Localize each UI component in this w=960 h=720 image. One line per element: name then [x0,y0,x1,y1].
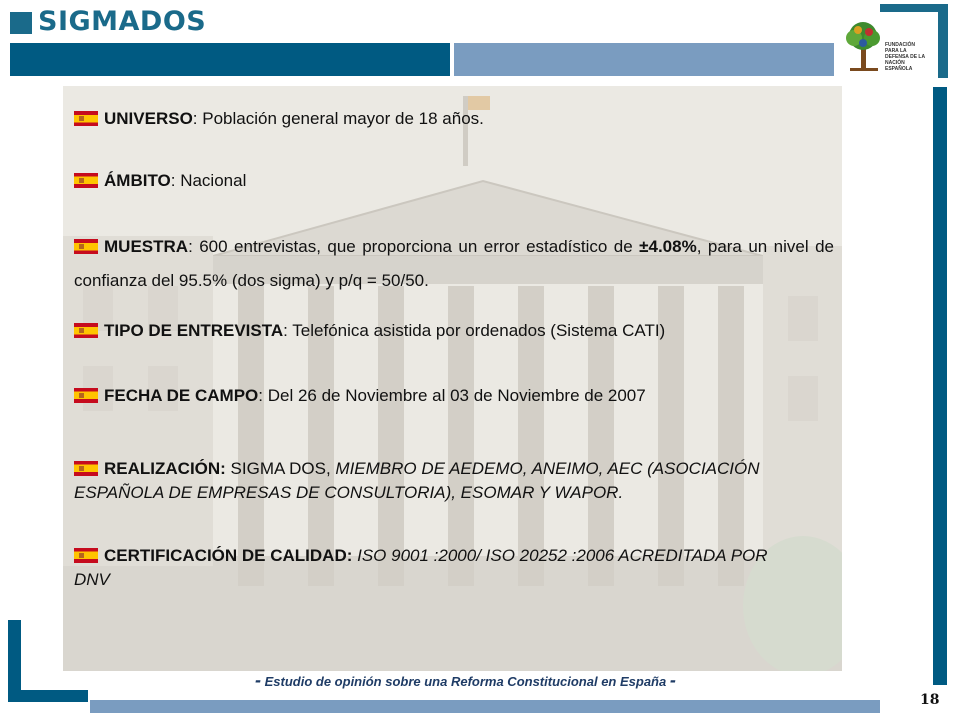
item-key: MUESTRA [104,237,189,256]
item-key: TIPO DE ENTREVISTA [104,321,284,340]
item-key: REALIZACIÓN: [104,459,226,478]
footer-text: Estudio de opinión sobre una Reforma Constitucional en España [264,674,667,689]
page-number: 18 [920,692,940,708]
bottom-corner [8,690,88,702]
item-key: UNIVERSO [104,109,193,128]
foundation-logo [842,18,925,74]
item-italic-text: MIEMBRO DE AEDEMO, ANEIMO, AEC (ASOCIACIÓN ESPAÑOLA DE EMPRESAS DE CONSULTORIA), ESOMAR Y WAPOR. [74,459,760,502]
spain-flag-icon [74,548,98,563]
footer-dash: - [669,670,676,690]
item-universo [74,106,834,131]
spain-flag-icon [74,323,98,338]
sigmados-logo: SIGMADOS [38,6,207,37]
item-key: ÁMBITO [104,171,171,190]
footer-caption [255,670,676,691]
bottom-bar [90,700,880,713]
spain-flag-icon [74,388,98,403]
spain-flag-icon [74,111,98,126]
item-tipo-entrevista [74,318,834,343]
item-text: : Nacional [170,171,247,190]
item-italic-text: ISO 9001 :2000/ ISO 20252 :2006 ACREDITADA POR DNV [74,546,768,589]
item-text: : Del 26 de Noviembre al 03 de Noviembre de 2007 [258,386,646,405]
item-text: : Población general mayor de 18 años. [192,109,484,128]
foundation-text: FUNDACIÓN PARA LA DEFENSA DE LA NACIÓN ESPAÑOLA [885,42,925,72]
item-key: CERTIFICACIÓN DE CALIDAD: [104,546,353,565]
item-error-value: ±4.08% [639,237,697,256]
item-text: : Telefónica asistida por ordenados (Sistema CATI) [283,321,666,340]
item-text: SIGMA DOS, [225,459,336,478]
tree-icon [842,18,886,74]
spain-flag-icon [74,461,98,476]
logo-square [10,12,32,34]
header-bar-dark [10,43,450,76]
footer-dash: - [255,670,261,690]
item-fecha-campo [74,383,834,408]
item-muestra [74,230,834,298]
spain-flag-icon [74,173,98,188]
item-realizacion [74,457,834,505]
item-text: : 600 entrevistas, que proporciona un error estadístico de [188,237,640,256]
item-ambito [74,168,834,193]
right-bar [933,87,947,685]
corner-decoration-v [938,4,948,78]
header-bar-light [454,43,834,76]
item-certificacion [74,544,774,592]
spain-flag-icon [74,239,98,254]
item-key: FECHA DE CAMPO [104,386,259,405]
item-text: , para un nivel de confianza del 95.5% (dos sigma) y p/q = 50/50. [74,237,834,290]
